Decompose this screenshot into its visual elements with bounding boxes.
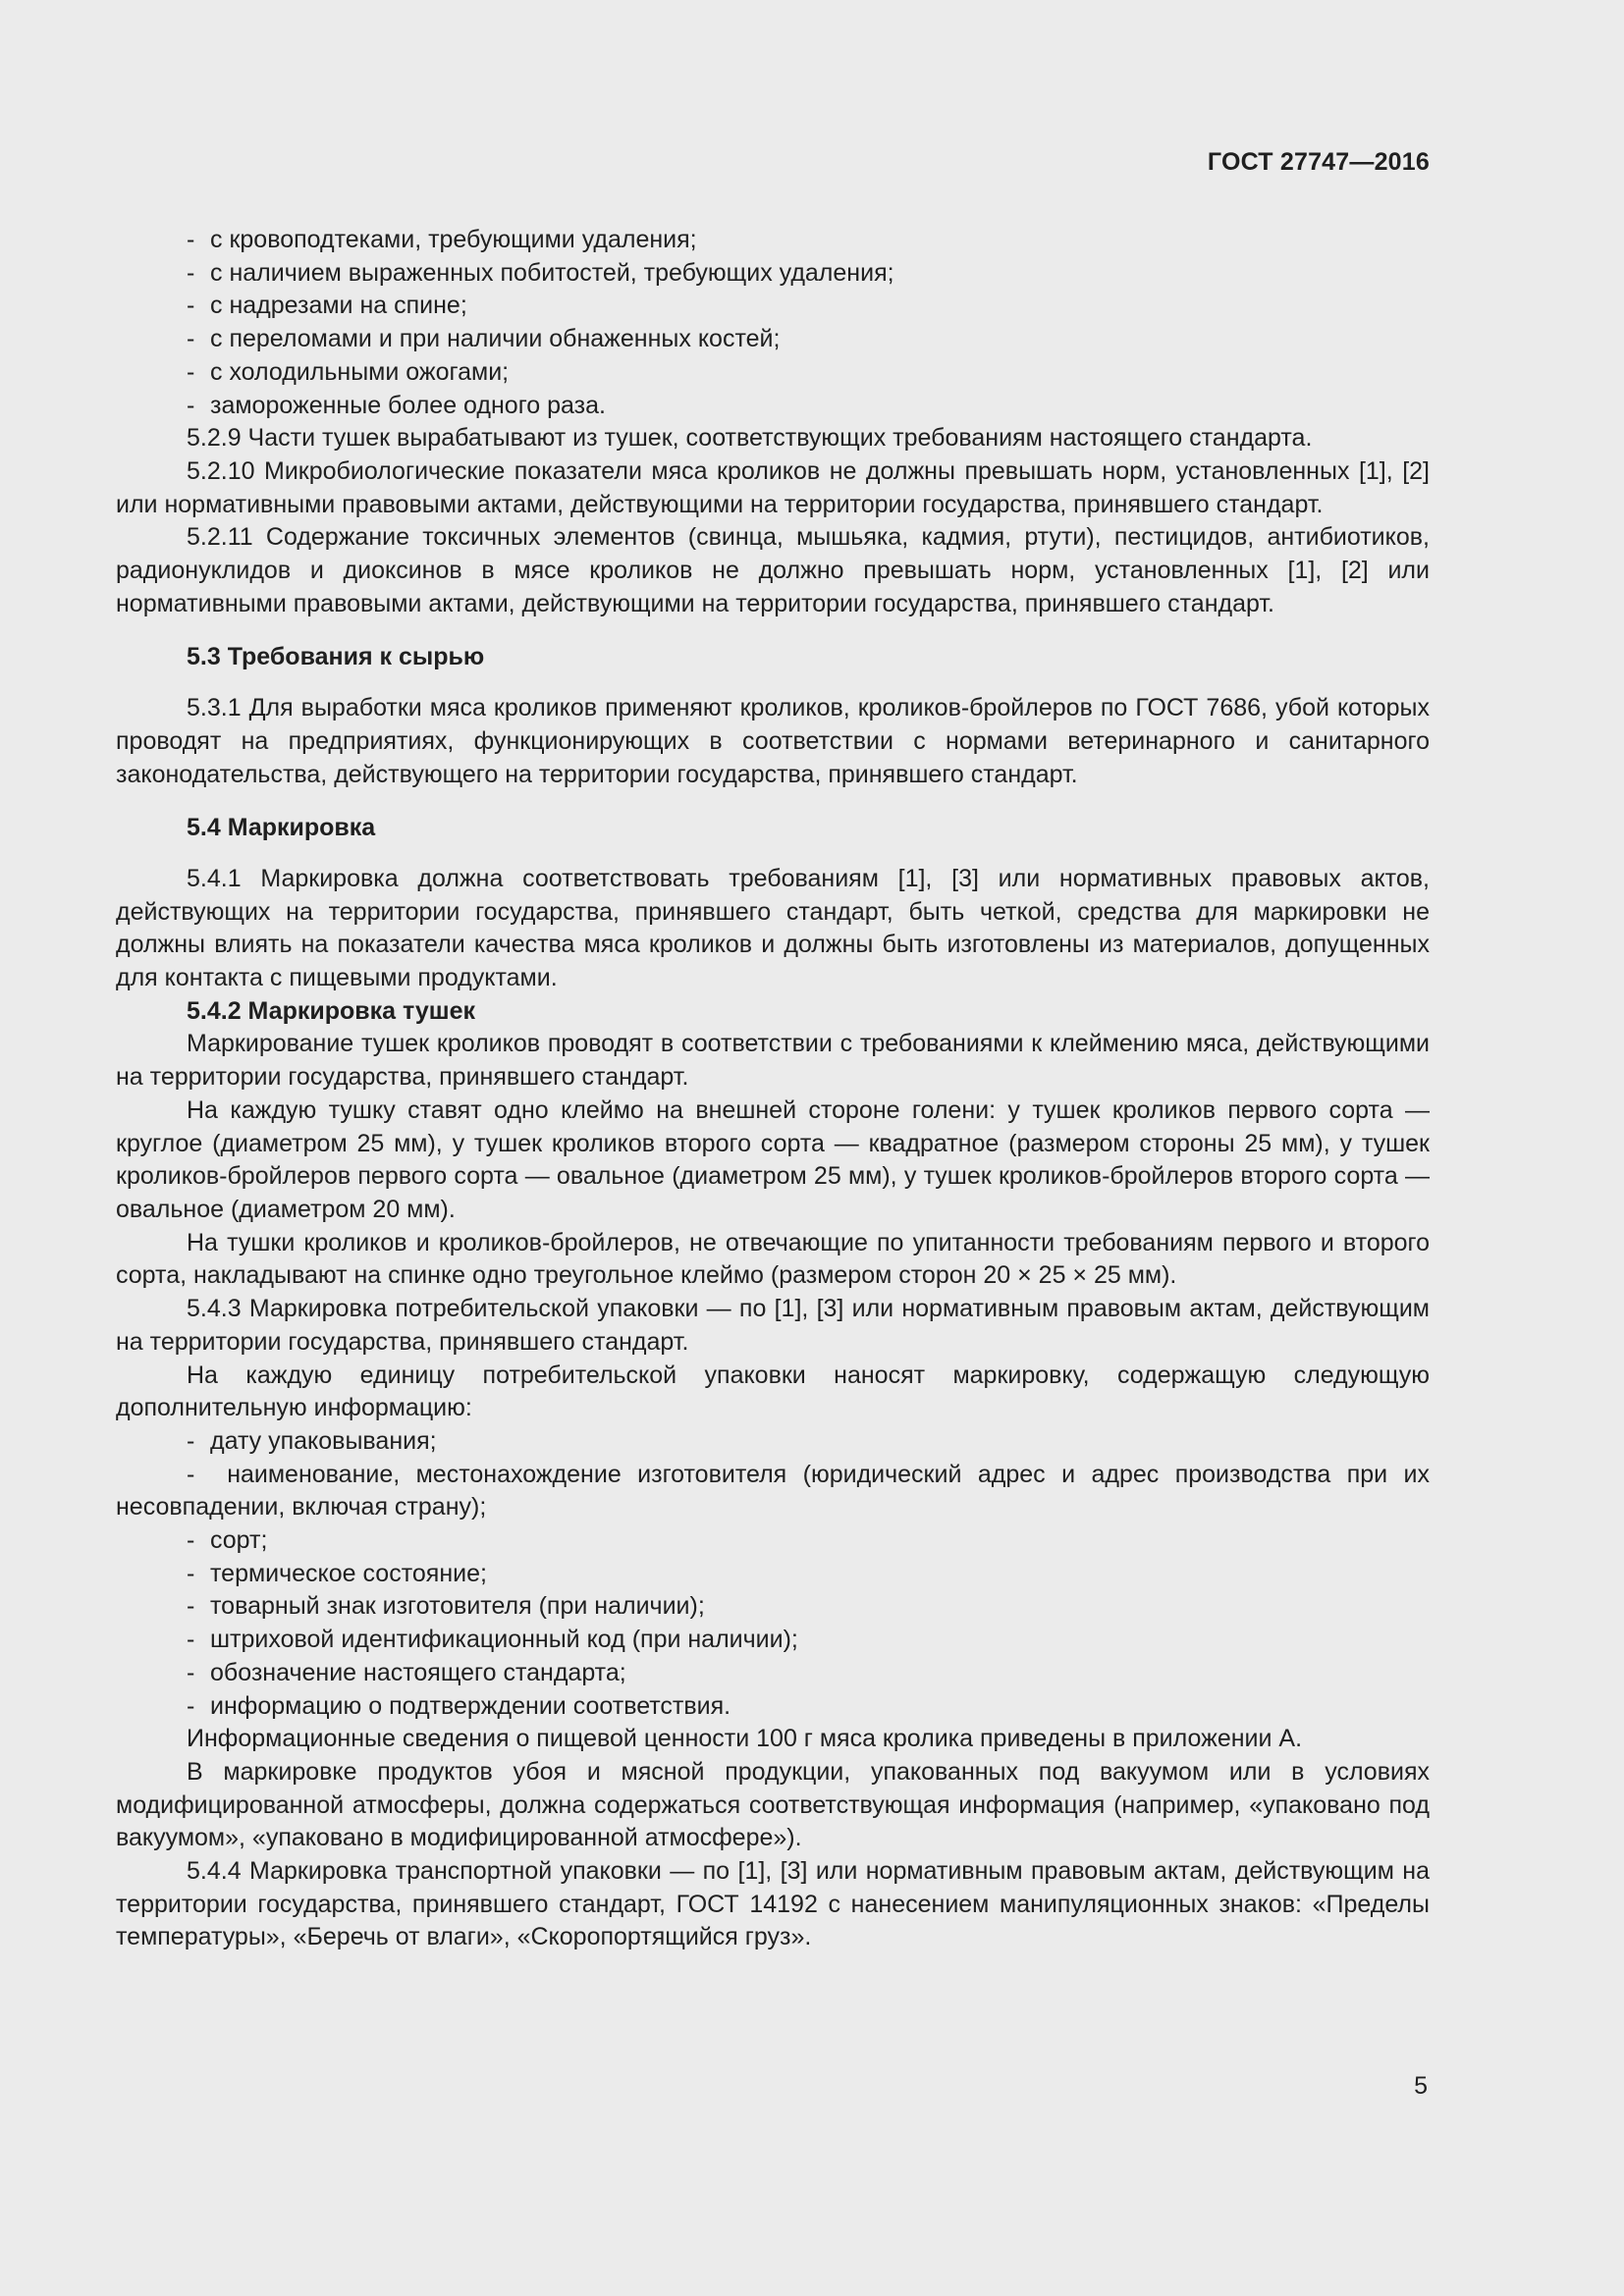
paragraph: На каждую тушку ставят одно клеймо на внешней стороне голени: у тушек кроликов первого сорта — круглое (диаметром 25 мм), у тушек кроликов второго сорта — квадратное (размером стороны 25 мм), у тушек кроликов-бройлеров первого сорта — овальное (диаметром 25 мм), у тушек кроликов-бройлеров второго сорта — овальное (диаметром 20 мм). [116,1095,1430,1223]
list-item: - обозначение настоящего стандарта; [187,1658,626,1686]
section-heading-5-4: 5.4 Маркировка [187,814,376,842]
document-body [116,224,1430,1954]
paragraph-5-4-1: 5.4.1 Маркировка должна соответствовать требованиям [1], [3] или нормативных правовых актов, действующих на территории государства, принявшего стандарт, быть четкой, средства для маркировки не должны влиять на показатели качества мяса кроликов и должны быть изготовлены из материалов, допущенных для контакта с пищевыми продуктами. [116,864,1430,992]
section-heading-5-3: 5.3 Требования к сырью [187,643,485,671]
paragraph: На тушки кроликов и кроликов-бройлеров, не отвечающие по упитанности требованиям первого и второго сорта, накладывают на спинке одно треугольное клеймо (размером сторон 20 × 25 × 25 мм). [116,1228,1430,1290]
paragraph: Маркирование тушек кроликов проводят в соответствии с требованиями к клеймению мяса, действующими на территории государства, принявшего стандарт. [116,1030,1430,1092]
list-item: - товарный знак изготовителя (при наличии); [187,1592,705,1621]
paragraph-5-2-10: 5.2.10 Микробиологические показатели мяса кроликов не должны превышать норм, установленных [1], [2] или нормативными правовыми актами, действующими на территории государства, принявшего стандарт. [116,456,1430,518]
list-item: - с наличием выраженных побитостей, требующих удаления; [187,258,894,287]
list-item: - дату упаковывания; [187,1426,437,1455]
paragraph-5-3-1: 5.3.1 Для выработки мяса кроликов применяют кроликов, кроликов-бройлеров по ГОСТ 7686, убой которых проводят на предприятиях, функционирующих в соответствии с нормами ветеринарного и санитарного законодательства, действующего на территории государства, принявшего стандарт. [116,694,1430,788]
list-item: - штриховой идентификационный код (при наличии); [187,1626,798,1654]
list-item: - с кровоподтеками, требующими удаления; [187,226,697,253]
paragraph-5-2-11: 5.2.11 Содержание токсичных элементов (свинца, мышьяка, кадмия, ртути), пестицидов, антибиотиков, радионуклидов и диоксинов в мясе кроликов не должно превышать норм, установленных [1], [2] или нормативными правовыми актами, действующими на территории государства, принявшего стандарт. [116,523,1430,617]
paragraph: В маркировке продуктов убоя и мясной продукции, упакованных под вакуумом или в условиях модифицированной атмосферы, должна содержаться соответствующая информация (например, «упаковано под вакуумом», «упаковано в модифицированной атмосфере»). [116,1757,1430,1852]
list-item: - сорт; [187,1526,268,1555]
paragraph: Информационные сведения о пищевой ценности 100 г мяса кролика приведены в приложении А. [187,1725,1303,1753]
list-item: - наименование, местонахождение изготовителя (юридический адрес и адрес производства при их несовпадении, включая страну); [116,1460,1430,1522]
list-item: - с переломами и при наличии обнаженных костей; [187,325,781,353]
paragraph: На каждую единицу потребительской упаковки наносят маркировку, содержащую следующую дополнительную информацию: [116,1361,1430,1422]
list-item: - термическое состояние; [187,1559,487,1587]
document-id: ГОСТ 27747—2016 [1207,148,1430,176]
subsection-heading-5-4-2: 5.4.2 Маркировка тушек [187,996,476,1025]
list-item: - информацию о подтверждении соответствия. [187,1691,731,1720]
page-number: 5 [1414,2072,1428,2100]
paragraph-5-2-9: 5.2.9 Части тушек вырабатывают из тушек, соответствующих требованиям настоящего стандарта. [187,424,1313,453]
paragraph-5-4-4: 5.4.4 Маркировка транспортной упаковки — по [1], [3] или нормативным правовым актам, действующим на территории государства, принявшего стандарт, ГОСТ 14192 с нанесением манипуляционных знаков: «Пределы температуры», «Беречь от влаги», «Скоропортящийся груз». [116,1857,1430,1951]
list-item: - с надрезами на спине; [187,292,467,320]
list-item: - с холодильными ожогами; [187,357,510,386]
paragraph-5-4-3: 5.4.3 Маркировка потребительской упаковки — по [1], [3] или нормативным правовым актам, действующим на территории государства, принявшего стандарт. [116,1295,1430,1356]
list-item: - замороженные более одного раза. [187,391,606,419]
